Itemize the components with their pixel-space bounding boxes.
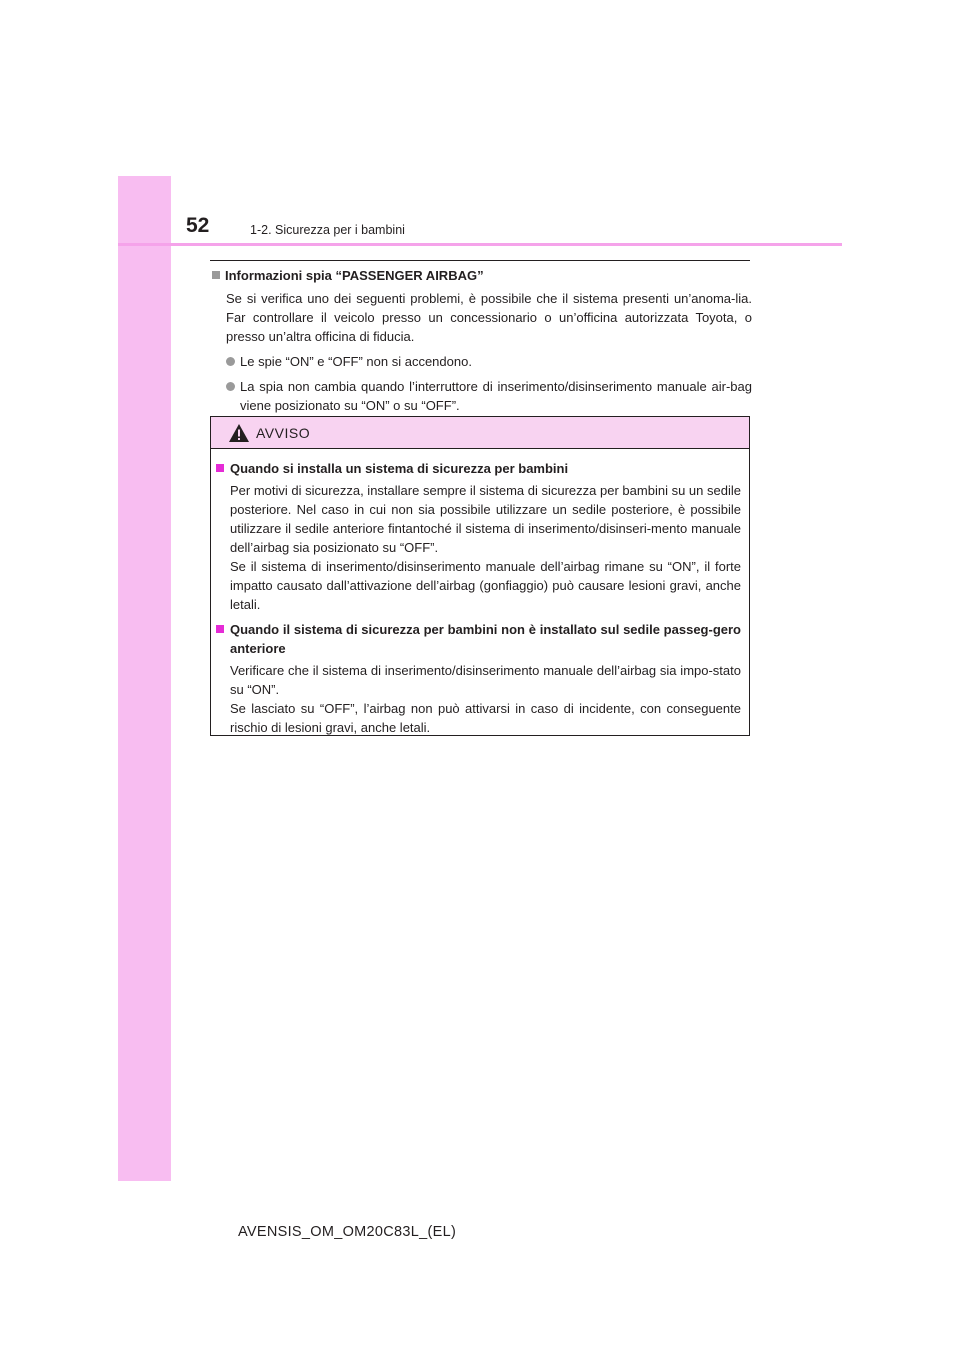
square-bullet-icon	[216, 625, 224, 633]
warning-header	[211, 417, 749, 449]
info-paragraph: Se si verifica uno dei seguenti problemi, è possibile che il sistema presenti un’anoma-lia. Far controllare il veicolo presso un concessionario o un’officina autorizzata Toyota, o presso un’altra officina di fiducia.	[226, 291, 752, 344]
warning-paragraph: Se lasciato su “OFF”, l’airbag non può attivarsi in caso di incidente, con conseguente rischio di lesioni gravi, anche letali.	[230, 701, 741, 735]
list-item-text: La spia non cambia quando l’interruttore di inserimento/disinserimento manuale air-bag viene posizionato su “ON” o su “OFF”.	[240, 379, 752, 413]
document-code: AVENSIS_OM_OM20C83L_(EL)	[238, 1224, 457, 1240]
warning-heading-text: Quando si installa un sistema di sicurezza per bambini	[230, 461, 569, 476]
warning-box	[210, 416, 750, 736]
info-heading	[212, 266, 752, 285]
chapter-side-tab	[118, 176, 171, 1181]
warning-body	[211, 449, 749, 737]
warning-paragraph: Per motivi di sicurezza, installare sempre il sistema di sicurezza per bambini su un sedile posteriore. Nel caso in cui non sia possibile utilizzare un sedile posteriore, è possibile utilizzare il sedile anteriore fintantoché il sistema di inserimento/disinseri-mento manuale dell’airbag sia posizionato su “OFF”.	[230, 483, 741, 555]
square-bullet-icon	[216, 464, 224, 472]
list-item-text: Le spie “ON” e “OFF” non si accendono.	[240, 354, 472, 369]
round-bullet-icon	[226, 357, 235, 366]
warning-paragraph: Verificare che il sistema di inserimento/disinserimento manuale dell’airbag sia impo-stato su “ON”.	[230, 663, 741, 697]
list-item	[226, 352, 752, 371]
warning-heading	[216, 459, 741, 478]
warning-title: AVVISO	[256, 424, 311, 441]
info-section	[212, 266, 752, 415]
page-number: 52	[186, 214, 210, 237]
info-heading-text: Informazioni spia “PASSENGER AIRBAG”	[225, 268, 484, 283]
warning-triangle-icon	[228, 423, 250, 443]
warning-heading-text: Quando il sistema di sicurezza per bambini non è installato sul sedile passeg-gero anteriore	[230, 622, 741, 656]
list-item	[226, 377, 752, 415]
warning-heading	[216, 620, 741, 658]
header-divider	[118, 243, 842, 246]
section-title: 1-2. Sicurezza per i bambini	[250, 223, 405, 237]
round-bullet-icon	[226, 382, 235, 391]
section-rule	[210, 260, 750, 261]
warning-paragraph: Se il sistema di inserimento/disinserimento manuale dell’airbag rimane su “ON”, il forte impatto causato dall’attivazione dell’airbag (gonfiaggio) può causare lesioni gravi, anche letali.	[230, 559, 741, 612]
square-bullet-icon	[212, 271, 220, 279]
